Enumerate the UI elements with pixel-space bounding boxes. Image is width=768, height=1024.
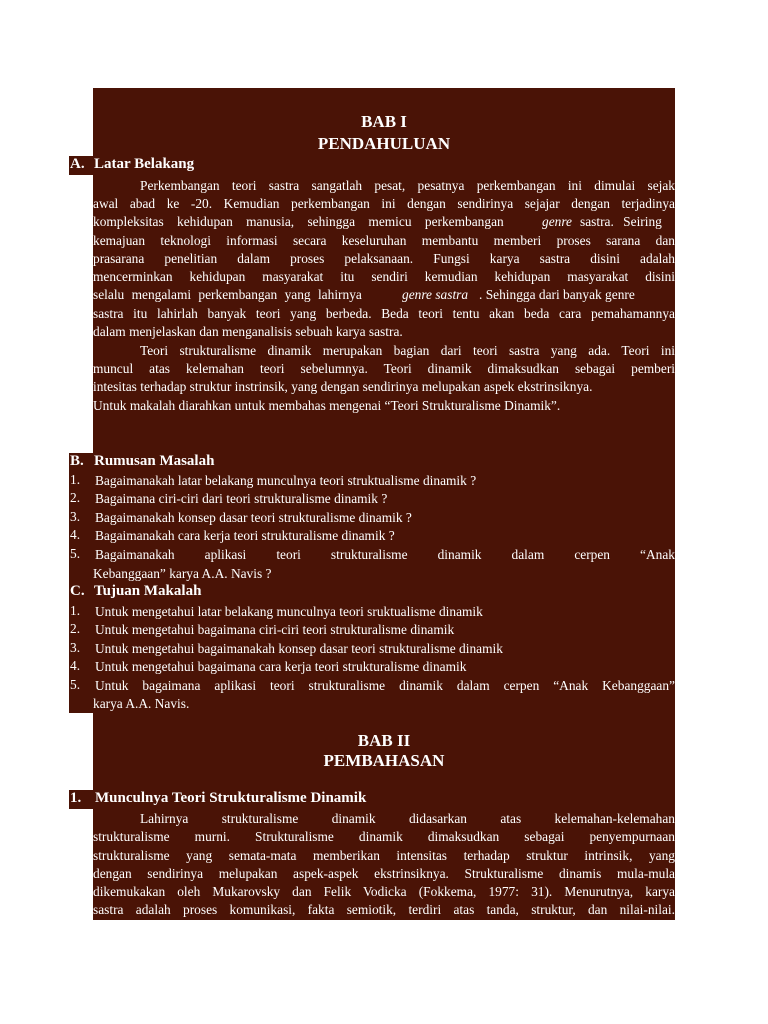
- tujuan-num-3: 3.: [70, 640, 81, 655]
- para1-line6: mencerminkan kehidupan masyarakat itu sendiri kemudian kehidupan masyarakat disini: [93, 269, 675, 284]
- tujuan-num-1: 1.: [70, 603, 81, 618]
- rumusan-item-4: Bagaimanakah cara kerja teori strukturalisme dinamik ?: [95, 528, 395, 543]
- para1-genre-italic: genre: [542, 214, 572, 229]
- para1-line7-a: selalu mengalami perkembangan yang lahirnya: [93, 287, 362, 302]
- bab2-para-line2: strukturalisme murni. Strukturalisme dinamik dimaksudkan sebagai penyempurnaan: [93, 829, 675, 844]
- bab1-label: BAB I: [361, 112, 407, 131]
- para1-line5: prasarana penelitian dalam proses pelaksanaan. Fungsi karya sastra disini adalah: [93, 251, 675, 266]
- para1-genre-sastra-italic: genre sastra: [402, 287, 469, 302]
- bab2-label: BAB II: [357, 731, 411, 750]
- tujuan-item-5: Untuk bagaimana aplikasi teori strukturalisme dinamik dalam cerpen “Anak Kebanggaan”: [95, 678, 675, 693]
- tujuan-num-2: 2.: [70, 621, 81, 636]
- para2-line4: Untuk makalah diarahkan untuk membahas mengenai “Teori Strukturalisme Dinamik”.: [93, 398, 561, 413]
- para1-line1: Perkembangan teori sastra sangatlah pesat, pesatnya perkembangan ini dimulai sejak: [140, 178, 675, 193]
- rumusan-item-3: Bagaimanakah konsep dasar teori strukturalisme dinamik ?: [95, 510, 412, 525]
- section-1-marker: 1.: [70, 790, 82, 806]
- bab2-para-line6: sastra adalah proses komunikasi, fakta semiotik, terdiri atas tanda, struktur, dan nilai-nilai.: [93, 902, 675, 917]
- para1-line3-a: kompleksitas kehidupan manusia, sehingga memicu perkembangan: [93, 214, 504, 229]
- rumusan-num-2: 2.: [70, 490, 81, 505]
- tujuan-item-2: Untuk mengetahui bagaimana ciri-ciri teori strukturalisme dinamik: [95, 622, 455, 637]
- para1-line2: awal abad ke -20. Kemudian perkembangan ini dengan sendirinya sejajar dengan terjadinya: [93, 196, 675, 211]
- bab2-title: PEMBAHASAN: [323, 751, 445, 770]
- section-1-heading: Munculnya Teori Strukturalisme Dinamik: [95, 790, 367, 806]
- rumusan-item-2: Bagaimana ciri-ciri dari teori strukturalisme dinamik ?: [95, 491, 388, 506]
- rumusan-num-1: 1.: [70, 472, 81, 487]
- tujuan-item-1: Untuk mengetahui latar belakang munculnya teori sruktualisme dinamik: [95, 604, 483, 619]
- rumusan-item-5-cont: Kebanggaan” karya A.A. Navis ?: [93, 566, 272, 581]
- section-a-marker: A.: [70, 156, 85, 172]
- rumusan-num-5: 5.: [70, 546, 81, 561]
- tujuan-num-5: 5.: [70, 677, 81, 692]
- bab1-title: PENDAHULUAN: [317, 134, 451, 153]
- para1-line8: sastra itu lahirlah banyak teori yang berbeda. Beda teori tentu akan beda cara pemahamannya: [93, 306, 675, 321]
- tujuan-item-4: Untuk mengetahui bagaimana cara kerja teori strukturalisme dinamik: [95, 659, 467, 674]
- tujuan-item-3: Untuk mengetahui bagaimanakah konsep dasar teori strukturalisme dinamik: [95, 641, 503, 656]
- rumusan-item-5: Bagaimanakah aplikasi teori strukturalisme dinamik dalam cerpen “Anak: [95, 547, 675, 562]
- rumusan-item-1: Bagaimanakah latar belakang munculnya teori struktualisme dinamik ?: [95, 473, 477, 488]
- section-b-marker: B.: [70, 453, 84, 469]
- para1-line9: dalam menjelaskan dan menganalisis sebuah karya sastra.: [93, 324, 403, 339]
- para2-line1: Teori strukturalisme dinamik merupakan bagian dari teori sastra yang ada. Teori ini: [140, 343, 675, 358]
- tujuan-item-5-cont: karya A.A. Navis.: [93, 696, 190, 711]
- para1-line4: kemajuan teknologi informasi secara keseluruhan membantu memberi proses sarana dan: [93, 233, 675, 248]
- bab2-para-line4: dengan sendirinya melupakan aspek-aspek ekstrinsiknya. Strukturalisme dinamis mula-mula: [93, 866, 675, 881]
- section-c-heading: Tujuan Makalah: [94, 583, 202, 599]
- para1-line3-b: sastra. Seiring: [580, 214, 662, 229]
- section-a-heading: Latar Belakang: [94, 156, 195, 172]
- section-c-marker: C.: [70, 583, 85, 599]
- bab2-para-line5: dikemukakan oleh Mukarovsky dan Felik Vodicka (Fokkema, 1977: 31). Menurutnya, karya: [93, 884, 675, 899]
- tujuan-num-4: 4.: [70, 658, 81, 673]
- bab2-para-line3: strukturalisme yang semata-mata memberikan intensitas terhadap struktur intrinsik, yang: [93, 848, 675, 863]
- para2-line3: intesitas terhadap struktur instrinsik, yang dengan sendirinya melupakan aspek ekstrinsiknya.: [93, 379, 593, 394]
- para2-line2: muncul atas kelemahan teori sebelumnya. Teori dinamik dimaksudkan sebagai pemberi: [93, 361, 675, 376]
- rumusan-num-3: 3.: [70, 509, 81, 524]
- bab2-para-line1: Lahirnya strukturalisme dinamik didasarkan atas kelemahan-kelemahan: [140, 811, 675, 826]
- para1-line7-b: . Sehingga dari banyak genre: [479, 287, 635, 302]
- rumusan-num-4: 4.: [70, 527, 81, 542]
- section-b-heading: Rumusan Masalah: [94, 453, 215, 469]
